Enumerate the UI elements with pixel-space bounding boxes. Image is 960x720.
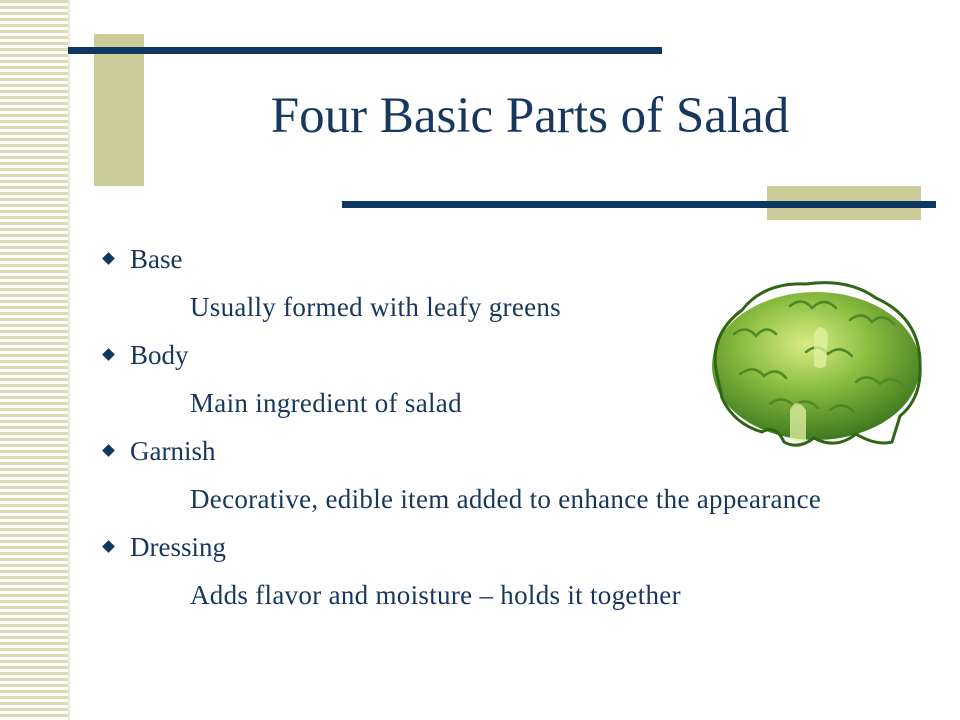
item-heading: Body — [130, 340, 189, 370]
top-rule — [68, 47, 662, 54]
accent-block-top — [94, 34, 144, 186]
diamond-bullet-icon — [102, 540, 115, 553]
list-item — [102, 528, 892, 624]
item-description: Adds flavor and moisture – holds it together — [190, 580, 681, 610]
item-heading: Base — [130, 244, 183, 274]
decorative-stripe — [0, 0, 68, 720]
item-description: Main ingredient of salad — [190, 388, 462, 418]
item-description: Decorative, edible item added to enhance the appearance — [190, 484, 822, 514]
bottom-rule — [342, 201, 936, 208]
diamond-bullet-icon — [102, 252, 115, 265]
decorative-stripe-edge — [68, 0, 70, 720]
lettuce-image — [706, 274, 926, 454]
item-heading: Dressing — [130, 532, 226, 562]
diamond-bullet-icon — [102, 348, 115, 361]
slide-title: Four Basic Parts of Salad — [270, 88, 790, 144]
diamond-bullet-icon — [102, 444, 115, 457]
item-heading: Garnish — [130, 436, 216, 466]
item-description: Usually formed with leafy greens — [190, 292, 561, 322]
